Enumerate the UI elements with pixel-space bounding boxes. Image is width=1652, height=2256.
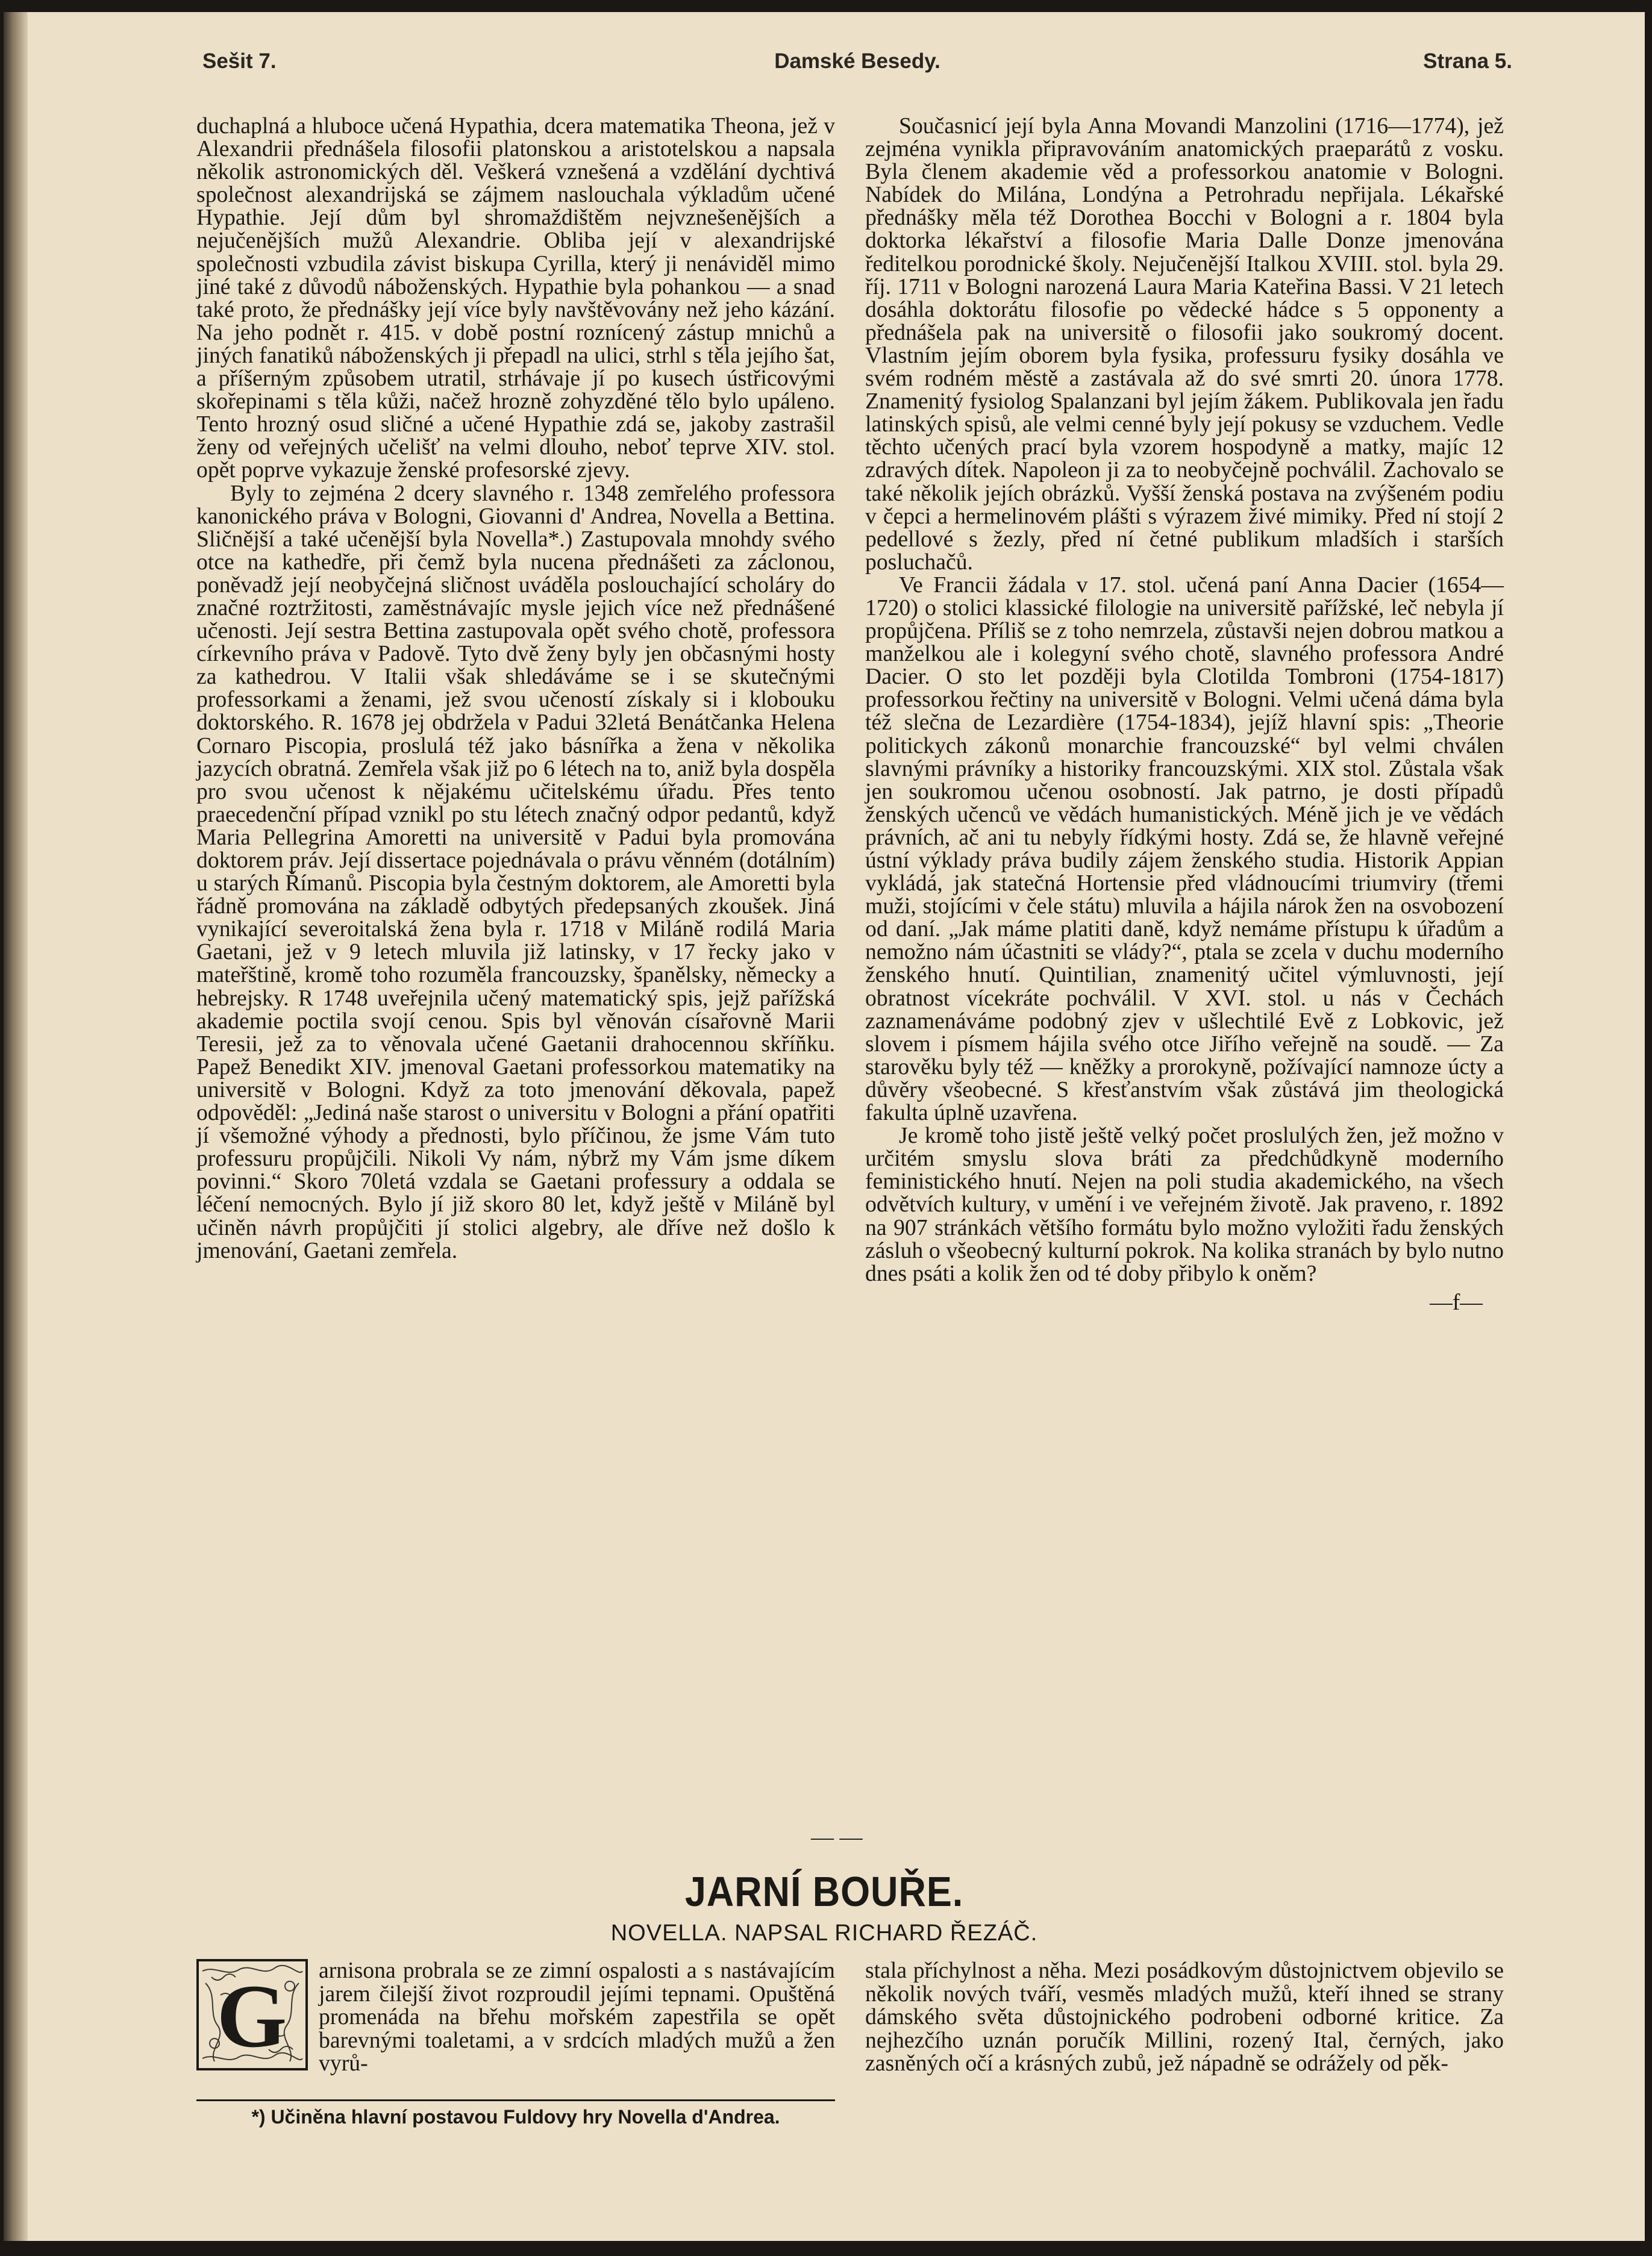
story-right-column bbox=[865, 1959, 1504, 2075]
paragraph: Ve Francii žádala v 17. stol. učená paní Anna Dacier (1654—1720) o stolici klassické filologie na universitě pařížské, leč nebyla jí propůjčena. Příliš se z toho nemrzela, zůstavši nejen dobrou matkou a manželkou ale i kolegyní svého chotě, slavného professora André Dacier. O sto let později byla Clotilda Tombroni (1754-1817) professorkou řečtiny na universitě v Bologni. Velmi učená dáma byla též slečna de Lezardière (1754-1834), jejíž hlavní spis: „Theorie politickych zákonů monarchie francouzské“ byl velmi chválen slavnými právníky a historiky francouzskými. XIX stol. Zůstala však jen soukromou učenou osobností. Jak patrno, je dosti případů ženských učenců ve vědách humanistických. Méně jich je ve vědách právních, ač ani tu nebyly řídkými hosty. Zdá se, že hlavně veřejné ústní výklady práva budily zájem ženského studia. Historik Appian vykládá, jak statečná Hortensie před vládnoucími triumviry (třemi muži, stojícími v čele státu) mluvila a hájila nárok žen na osvobození od daní. „Jak máme platiti daně, když nemáme přístupu k úřadům a nemožno nám účastniti se vlády?“, ptala se zcela v duchu moderního ženského hnutí. Quintilian, znamenitý učitel výmluvnosti, její obratnost vícekráte pochválil. V XVI. stol. u nás v Čechách zaznamenáváme podobný zjev v ušlechtilé Evě z Lobkovic, jež slovem i písmem hájila svého otce Jiřího veřejně na soudě. — Za starověku byly též — kněžky a prorokyně, požívající namnoze úcty a důvěry všeobecné. S křesťanstvím však zůstává jim theologická fakulta úplně uzavřena. bbox=[865, 572, 1504, 1126]
left-column bbox=[196, 114, 835, 1262]
running-header bbox=[202, 49, 1512, 86]
binding-spine bbox=[4, 12, 28, 2241]
separator: — — bbox=[811, 1825, 863, 1850]
author-signature: —f— bbox=[1430, 1289, 1483, 1315]
page-number: Strana 5. bbox=[1423, 49, 1512, 73]
paragraph: Byly to zejména 2 dcery slavného r. 1348 zemřelého professora kanonického práva v Bologni, Giovanni d' Andrea, Novella a Bettina. Sličnější a také učenější byla Novella*.) Zastupovala mnohdy svého otce na kathedře, při čemž byla nucena přednášeti za záclonou, poněvadž její neobyčejná sličnost uváděla poslouchající scholáry do značné roztržitosti, zaměstnávajíc mysle jejich více než přednášené učenosti. Její sestra Bettina zastupovala opět svého chotě, professora církevního práva v Padově. Tyto dvě ženy byly jen občasnými hosty za kathedrou. V Italii však shledáváme se i se skutečnými professorkami a ženami, jež svou učeností získaly si i klobouku doktorského. R. 1678 jej obdržela v Padui 32letá Benátčanka Helena Cornaro Piscopia, proslulá též jako básnířka a žena v několika jazycích obratná. Zemřela však již po 6 létech na to, aniž byla dospěla pro svou učenost k nějakému učitelskému úřadu. Přes tento praecedenční případ vznikl po stu létech značný odpor pedantů, když Maria Pellegrina Amoretti na universitě v Padui byla promována doktorem práv. Její dissertace pojednávala o právu věnném (dotálním) u starých Římanů. Piscopia byla čestným doktorem, ale Amoretti byla řádně promována na základě odbytých předepsaných zkoušek. Jiná vynikající severoitalská žena byla r. 1718 v Miláně rodilá Maria Gaetani, jež v 9 letech mluvila již latinsky, v 17 řecky jako v mateřštině, kromě toho rozuměla francouzsky, španělsky, německy a hebrejsky. R 1748 uveřejnila učený matematický spis, jejž pařížská akademie poctila svojí cenou. Spis byl věnován císařovně Marii Teresii, jež za to věnovala učené Gaetanii drahocennou skříňku. Papež Benedikt XIV. jmenoval Gaetani professorkou matematiky na universitě v Bologni. Když za toto jmenování děkovala, papež odpověděl: „Jediná naše starost o universitu v Bologni a přání opatřiti jí všemožné výhody a přednosti, bylo příčinou, že jsme Vám tuto professuru propůjčili. Nikoli Vy nám, nýbrž my Vám jsme díkem povinni.“ Skoro 70letá vzdala se Gaetani professury a oddala se léčení nemocných. Bylo jí již skoro 80 let, když ještě v Miláně byl učiněn návrh propůjčiti jí stolici algebry, ale dříve než došlo k jmenování, Gaetani zemřela. bbox=[196, 480, 835, 1263]
story-opening-text: arnisona probrala se ze zimní ospalosti a s nastávajícím jarem čilejší život rozproudil jejími tepnami. Opuštěná promenáda na břehu mořském zapestřila se opět barevnými toaletami, a v srdcích mladých mužů a žen vyrů- bbox=[319, 1958, 835, 2076]
story-subtitle: NOVELLA. NAPSAL RICHARD ŘEZÁČ. bbox=[610, 1920, 1038, 1946]
footnote: *) Učiněna hlavní postavou Fuldovy hry Novella d'Andrea. bbox=[196, 2099, 835, 2128]
magazine-title: Damské Besedy. bbox=[774, 49, 940, 73]
story-continued-text: stala příchylnost a něha. Mezi posádkovým důstojnictvem objevilo se několik nových tváří, vesměs mladých mužů, kteří ihned se strany dámského světa důstojnického podrobeni odborné kritice. Za nejhezčího uznán poručík Millini, rozený Ital, černých, jako zasněných očí a krásných zubů, jež nápadně se odrážely od pěk- bbox=[865, 1958, 1504, 2076]
paragraph: Současnicí její byla Anna Movandi Manzolini (1716—1774), jež zejména vynikla připravováním anatomických praeparátů z vosku. Byla členem akademie věd a professorkou anatomie v Bologni. Nabídek do Milána, Londýna a Petrohradu nepřijala. Lékařské přednášky měla též Dorothea Bocchi v Bologni a r. 1804 byla doktorka lékařství a filosofie Maria Dalle Donze jmenována ředitelkou porodnické školy. Nejučenější Italkou XVIII. stol. byla 29. říj. 1711 v Bologni narozená Laura Maria Kateřina Bassi. V 21 letech dosáhla doktorátu filosofie po vědecké hádce s 5 opponenty a přednášela pak na universitě o filosofii jako soukromý docent. Vlastním jejím oborem byla fysika, professuru fysiky dosáhla ve svém rodném městě a zastávala až do své smrti 20. února 1778. Znamenitý fysiolog Spalanzani byl jejím žákem. Publikovala jen řadu latinských spisů, ale velmi cenné byly její pokusy se vzduchem. Vedle těchto učených prací byla vzorem hospodyně a matky, majíc 12 zdravých dítek. Napoleon ji za to neobyčejně pochválil. Zachovalo se také několik jejích obrázků. Vyšší ženská postava na zvýšeném podiu v čepci a hermelinovém plášti s výrazem živé mimiky. Před ní stojí 2 pedellové s žezly, před ní četné publikum mladších i starších posluchačů. bbox=[865, 113, 1504, 575]
right-column bbox=[865, 114, 1504, 1314]
issue-number: Sešit 7. bbox=[202, 49, 277, 73]
paragraph: duchaplná a hluboce učená Hypathia, dcera matematika Theona, jež v Alexandrii přednášela filosofii platonskou a aristotelskou a napsala několik astronomických děl. Veškerá vznešená a vzdělání dychtivá společnost alexandrijská se zájmem naslouchala výkladům učené Hypathie. Její dům byl shromaždištěm nejvznešenějších a nejučenějších mužů Alexandrie. Obliba její v alexandrijské společnosti vzbudila závist biskupa Cyrilla, který ji nenáviděl mimo jiné také z důvodů náboženských. Hypathie byla pohankou — a snad také proto, že přednášky její více byly navštěvovány než jeho kázání. Na jeho podnět r. 415. v době postní roznícený zástup mnichů a jiných fanatiků náboženských ji přepadl na ulici, strhl s těla jejího šat, a příšerným způsobem utratil, strhávaje jí po kusech ústřicovými skořepinami s těla kůži, načež hrozně zohyzděné tělo bylo upáleno. Tento hrozný osud sličné a učené Hypathie zdá se, jakoby zastrašil ženy od veřejných učelišť na velmi dlouho, neboť teprve XIV. stol. opět poprve vykazuje ženské profesorské zjevy. bbox=[196, 113, 835, 483]
decorative-initial-g bbox=[196, 1959, 308, 2070]
story-left-column bbox=[196, 1959, 835, 2075]
svg-text:G: G bbox=[216, 1966, 287, 2066]
magazine-page bbox=[4, 12, 1645, 2241]
story-title: JARNÍ BOUŘE. bbox=[684, 1868, 964, 1915]
paragraph: Je kromě toho jistě ještě velký počet proslulých žen, jež možno v určitém smyslu slova bráti za předchůdkyně moderního feministického hnutí. Nejen na poli studia akademického, na všech odvětvích kultury, v umění i ve veřejném životě. Jak praveno, r. 1892 na 907 stránkách většího formátu bylo možno vyložiti řadu ženských zásluh o všeobecný kulturní pokrok. Na kolika stranách by bylo nutno dnes psáti a kolik žen od té doby přibylo k oněm? bbox=[865, 1123, 1504, 1286]
